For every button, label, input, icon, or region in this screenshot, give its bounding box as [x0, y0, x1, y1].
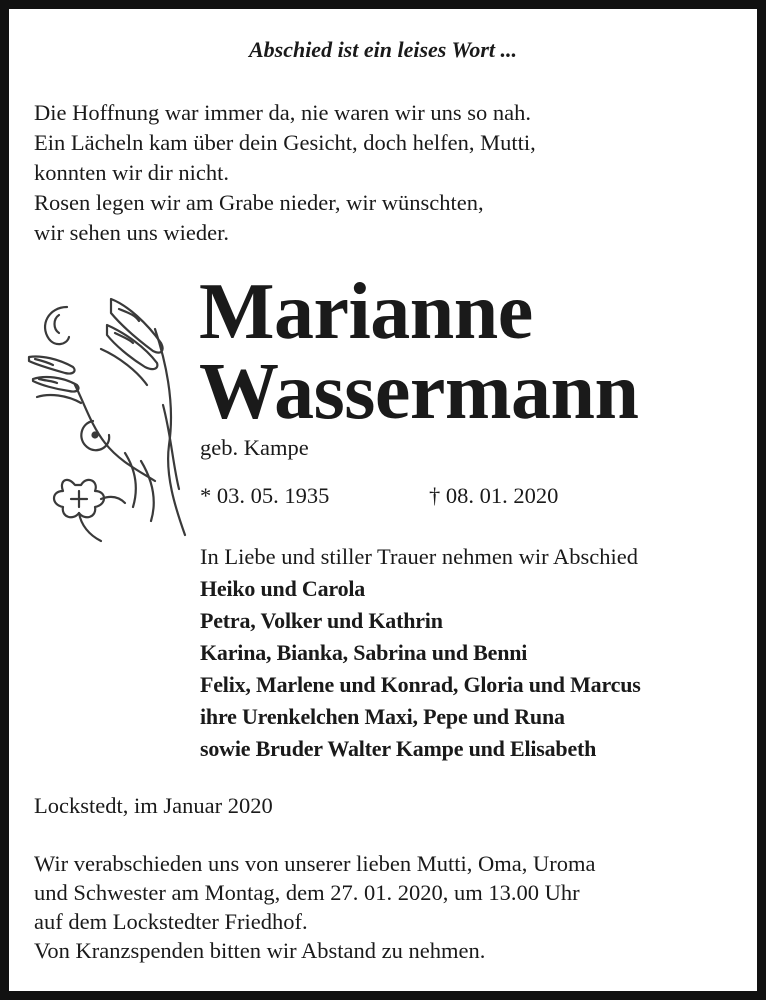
deceased-last-name: Wassermann [199, 348, 639, 436]
poem-line: Die Hoffnung war immer da, nie waren wir uns so nah. [34, 100, 531, 125]
mourner-line: Karina, Bianka, Sabrina und Benni [200, 640, 528, 665]
mourner-line: ihre Urenkelchen Maxi, Pepe und Runa [200, 704, 565, 729]
death-date: † 08. 01. 2020 [429, 483, 559, 508]
birth-date: * 03. 05. 1935 [200, 483, 330, 508]
notice-line: Wir verabschieden uns von unserer lieben Mutti, Oma, Uroma [34, 851, 596, 876]
poem-line: Rosen legen wir am Grabe nieder, wir wünschten, [34, 190, 484, 215]
mourners-intro: In Liebe und stiller Trauer nehmen wir Abschied [200, 544, 639, 569]
poem-line: konnten wir dir nicht. [34, 160, 229, 185]
notice-line: Von Kranzspenden bitten wir Abstand zu nehmen. [34, 938, 486, 963]
mourner-line: Heiko und Carola [200, 576, 366, 601]
mourner-line: sowie Bruder Walter Kampe und Elisabeth [200, 736, 597, 761]
poem-line: wir sehen uns wieder. [34, 220, 229, 245]
notice-line: auf dem Lockstedter Friedhof. [34, 909, 308, 934]
birth-name: geb. Kampe [200, 435, 309, 460]
place-date: Lockstedt, im Januar 2020 [34, 793, 273, 818]
notice-line: und Schwester am Montag, dem 27. 01. 2020, um 13.00 Uhr [34, 880, 580, 905]
mourner-line: Felix, Marlene und Konrad, Gloria und Marcus [200, 672, 641, 697]
deceased-first-name: Marianne [199, 268, 533, 356]
dove-with-flower-icon [15, 285, 193, 551]
heading: Abschied ist ein leises Wort ... [248, 37, 518, 62]
poem-line: Ein Lächeln kam über dein Gesicht, doch helfen, Mutti, [34, 130, 536, 155]
mourner-line: Petra, Volker und Kathrin [200, 608, 443, 633]
